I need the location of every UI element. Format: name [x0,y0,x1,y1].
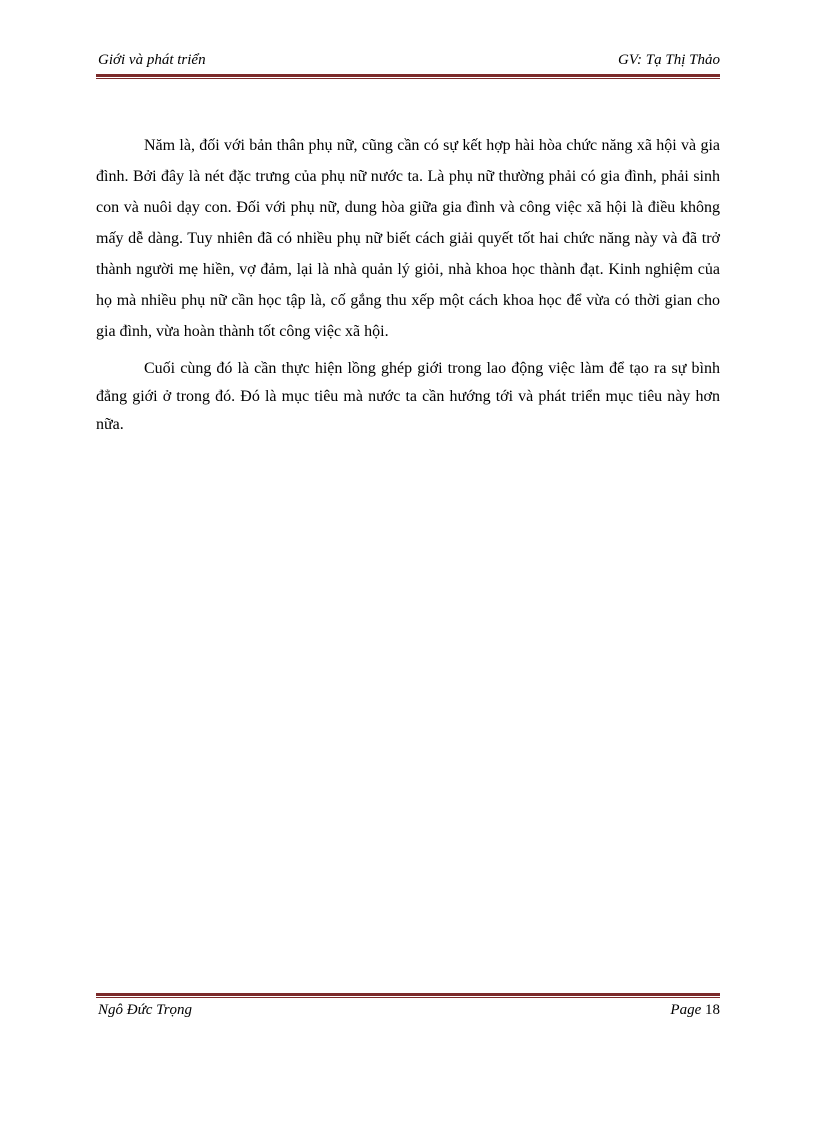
header-lecturer: GV: Tạ Thị Thảo [618,52,720,68]
paragraph-1: Năm là, đối với bản thân phụ nữ, cũng cần có sự kết hợp hài hòa chức năng xã hội và gia đình. Bởi đây là nét đặc trưng của phụ nữ nước ta. Là phụ nữ thường phải có gia đình, phải sinh con và nuôi dạy con. Đối với phụ nữ, dung hòa giữa gia đình và công việc xã hội là điều không mấy dễ dàng. Tuy nhiên đã có nhiều phụ nữ biết cách giải quyết tốt hai chức năng này và đã trở thành người mẹ hiền, vợ đảm, lại là nhà quản lý giỏi, nhà khoa học thành đạt. Kinh nghiệm của họ mà nhiều phụ nữ cần học tập là, cố gắng thu xếp một cách khoa học để vừa có thời gian cho gia đình, vừa hoàn thành tốt công việc xã hội. [96,137,720,340]
footer-divider-thin [96,997,720,998]
page-header [96,52,720,72]
header-course-title: Giới và phát triển [98,52,206,68]
page-label: Page [670,1002,702,1018]
footer-author: Ngô Đức Trọng [98,1002,193,1018]
header-divider-thin [96,78,720,79]
document-body [96,130,720,447]
page-number: 18 [705,1002,720,1018]
header-divider [96,74,720,79]
paragraph-2: Cuối cùng đó là cần thực hiện lồng ghép giới trong lao động việc làm để tạo ra sự bình đẳng giới ở trong đó. Đó là mục tiêu mà nước ta cần hướng tới và phát triển mục tiêu này hơn nữa. [96,360,720,433]
footer-divider [96,993,720,998]
page-number-block [670,1002,720,1019]
page-footer [96,1002,720,1022]
